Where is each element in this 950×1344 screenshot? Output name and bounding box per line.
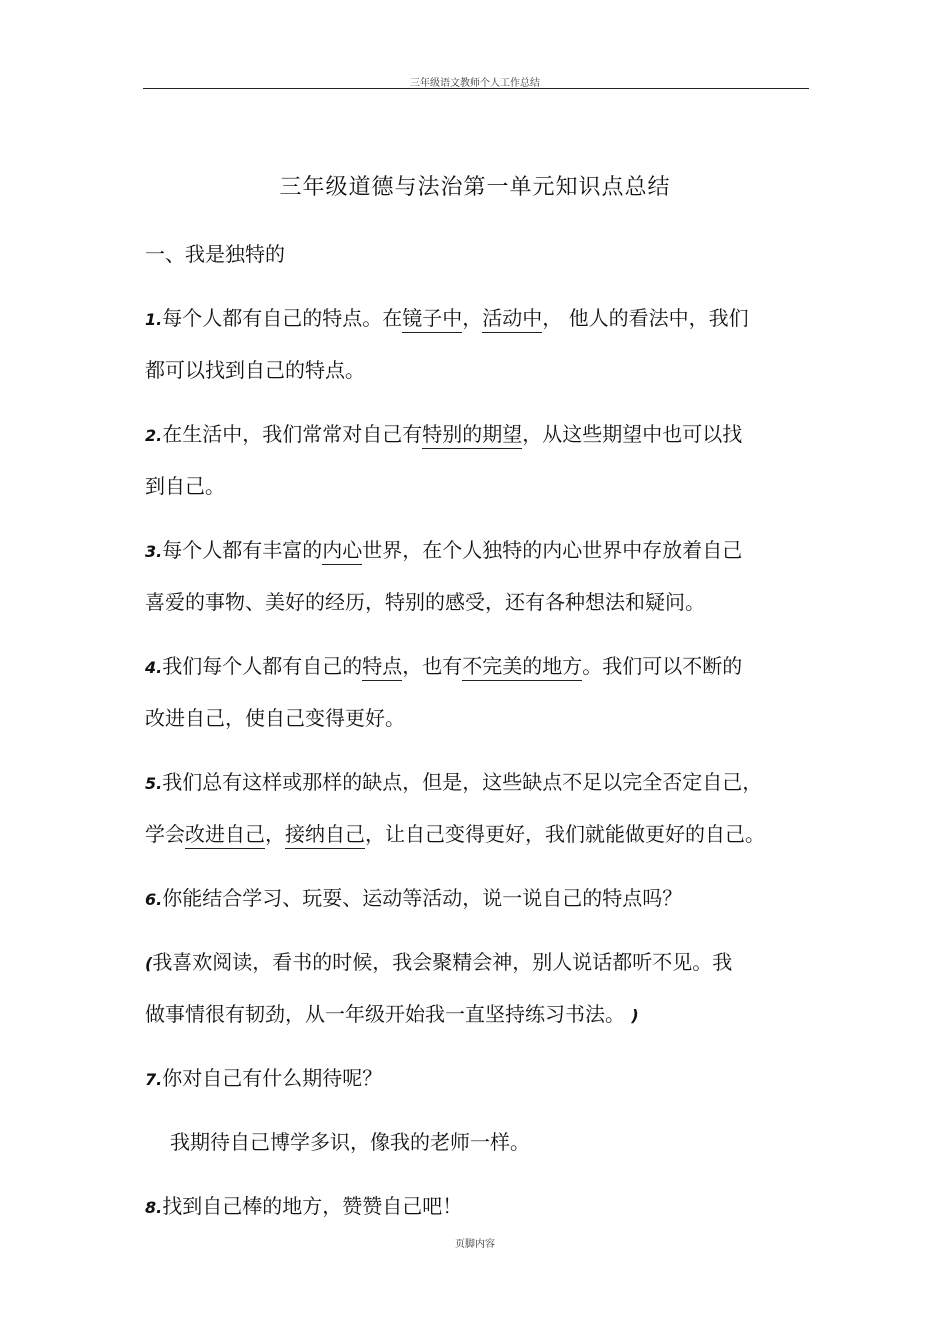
item-text: 每个人都有丰富的 — [162, 538, 323, 562]
underlined-term: 镜子中 — [402, 306, 462, 333]
page-header: 三年级语文教师个人工作总结 — [410, 78, 540, 89]
item-7-line-1 — [145, 1062, 382, 1091]
page-footer: 页脚内容 — [455, 1239, 495, 1250]
item-7-answer: 我期待自己博学多识，像我的老师一样。 — [170, 1130, 530, 1154]
item-number: 4. — [145, 658, 163, 677]
underlined-term: 接纳自己 — [285, 822, 365, 849]
item-1-line-2: 都可以找到自己的特点。 — [145, 358, 365, 382]
underlined-term: 改进自己 — [185, 822, 265, 849]
underlined-term: 不完美的地方 — [462, 654, 582, 681]
header-rule — [143, 88, 809, 89]
item-text: 我们总有这样或那样的缺点，但是，这些缺点不足以完全否定自己， — [162, 770, 763, 794]
item-text: 做事情很有韧劲，从一年级开始我一直坚持练习书法。 — [145, 1002, 625, 1026]
item-text: ， — [265, 822, 285, 846]
item-text: 你对自己有什么期待呢？ — [162, 1066, 383, 1090]
item-1-line-1 — [145, 302, 749, 331]
item-text: 找到自己棒的地方，赞赞自己吧！ — [162, 1194, 463, 1218]
item-3-line-1 — [145, 534, 742, 563]
open-paren: ( — [145, 954, 153, 973]
item-text: ，从这些期望中也可以找 — [522, 422, 743, 446]
document-title: 三年级道德与法治第一单元知识点总结 — [279, 175, 671, 200]
item-5-line-1 — [145, 766, 762, 795]
item-number: 5. — [145, 774, 163, 793]
item-text: 学会 — [145, 822, 185, 846]
item-6-line-1 — [145, 882, 682, 911]
item-text: 每个人都有自己的特点。在 — [162, 306, 403, 330]
item-text: 在生活中，我们常常对自己有 — [162, 422, 423, 446]
underlined-term: 内心 — [322, 538, 362, 565]
item-text: 我喜欢阅读，看书的时候，我会聚精会神，别人说话都听不见。我 — [152, 950, 733, 974]
item-text: 世界，在个人独特的内心世界中存放着自己 — [362, 538, 743, 562]
item-5-line-2 — [145, 818, 765, 847]
item-text: ， 他人的看法中，我们 — [542, 306, 749, 330]
underlined-term: 特点 — [362, 654, 402, 681]
item-4-line-2: 改进自己，使自己变得更好。 — [145, 706, 405, 730]
item-2-line-2: 到自己。 — [145, 474, 225, 498]
item-4-line-1 — [145, 650, 742, 679]
answer-line-2 — [145, 998, 639, 1027]
item-number: 2. — [145, 426, 163, 445]
item-8-line-1 — [145, 1190, 462, 1219]
section-heading: 一、我是独特的 — [145, 242, 285, 266]
close-paren: ) — [631, 1006, 639, 1025]
item-number: 6. — [145, 890, 163, 909]
item-number: 8. — [145, 1198, 163, 1217]
item-text: 我们每个人都有自己的 — [162, 654, 363, 678]
item-2-line-1 — [145, 418, 742, 447]
item-text: ，让自己变得更好，我们就能做更好的自己。 — [365, 822, 765, 846]
item-number: 1. — [145, 310, 163, 329]
underlined-term: 特别的期望 — [422, 422, 522, 449]
item-number: 3. — [145, 542, 163, 561]
answer-line-1 — [145, 946, 732, 975]
item-text: 。我们可以不断的 — [582, 654, 743, 678]
item-text: ，也有 — [402, 654, 463, 678]
item-number: 7. — [145, 1070, 163, 1089]
item-text: 你能结合学习、玩耍、运动等活动，说一说自己的特点吗？ — [162, 886, 683, 910]
item-text: ， — [462, 306, 483, 330]
item-3-line-2: 喜爱的事物、美好的经历，特别的感受，还有各种想法和疑问。 — [145, 590, 705, 614]
underlined-term: 活动中 — [482, 306, 542, 333]
